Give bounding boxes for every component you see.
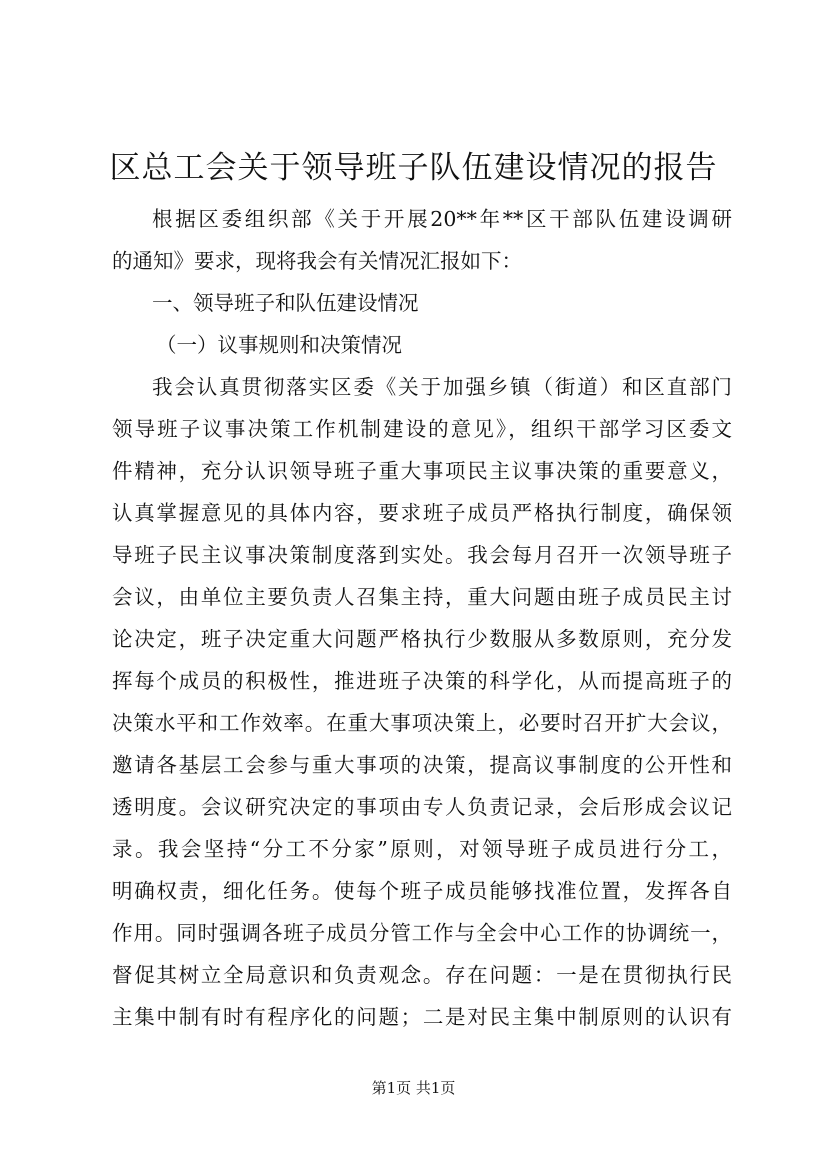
page-number-footer: 第1页 共1页 bbox=[371, 1079, 456, 1097]
paragraph-line: 件精神，充分认识领导班子重大事项民主议事决策的重要意义， bbox=[112, 459, 732, 483]
paragraph-line: 会议，由单位主要负责人召集主持，重大问题由班子成员民主讨 bbox=[112, 585, 732, 609]
paragraph-line: 主集中制有时有程序化的问题；二是对民主集中制原则的认识有 bbox=[112, 1005, 732, 1029]
paragraph-line: 录。我会坚持“分工不分家”原则，对领导班子成员进行分工， bbox=[112, 837, 732, 861]
paragraph-line: 我会认真贯彻落实区委《关于加强乡镇（街道）和区直部门 bbox=[152, 375, 732, 399]
paragraph-line: 认真掌握意见的具体内容，要求班子成员严格执行制度，确保领 bbox=[112, 501, 732, 525]
subsection-heading: （一）议事规则和决策情况 bbox=[156, 333, 402, 357]
paragraph-line: 透明度。会议研究决定的事项由专人负责记录，会后形成会议记 bbox=[112, 795, 732, 819]
document-body bbox=[112, 198, 732, 1038]
paragraph-line: 领导班子议事决策工作机制建设的意见》，组织干部学习区委文 bbox=[112, 417, 732, 441]
paragraph-line: 论决定，班子决定重大问题严格执行少数服从多数原则，充分发 bbox=[112, 627, 732, 651]
paragraph-line: 邀请各基层工会参与重大事项的决策，提高议事制度的公开性和 bbox=[112, 753, 732, 777]
paragraph-line: 督促其树立全局意识和负责观念。存在问题：一是在贯彻执行民 bbox=[112, 963, 732, 987]
paragraph-line: 明确权责，细化任务。使每个班子成员能够找准位置，发挥各自 bbox=[112, 879, 732, 903]
paragraph-line: 挥每个成员的积极性，推进班子决策的科学化，从而提高班子的 bbox=[112, 669, 732, 693]
paragraph-line: 根据区委组织部《关于开展20**年**区干部队伍建设调研 bbox=[152, 207, 732, 231]
document-title: 区总工会关于领导班子队伍建设情况的报告 bbox=[109, 150, 718, 186]
paragraph-line: 作用。同时强调各班子成员分管工作与全会中心工作的协调统一， bbox=[112, 921, 732, 945]
section-heading: 一、领导班子和队伍建设情况 bbox=[152, 291, 419, 315]
paragraph-line: 导班子民主议事决策制度落到实处。我会每月召开一次领导班子 bbox=[112, 543, 732, 567]
paragraph-line: 的通知》要求，现将我会有关情况汇报如下： bbox=[112, 249, 522, 273]
paragraph-line: 决策水平和工作效率。在重大事项决策上，必要时召开扩大会议， bbox=[112, 711, 732, 735]
